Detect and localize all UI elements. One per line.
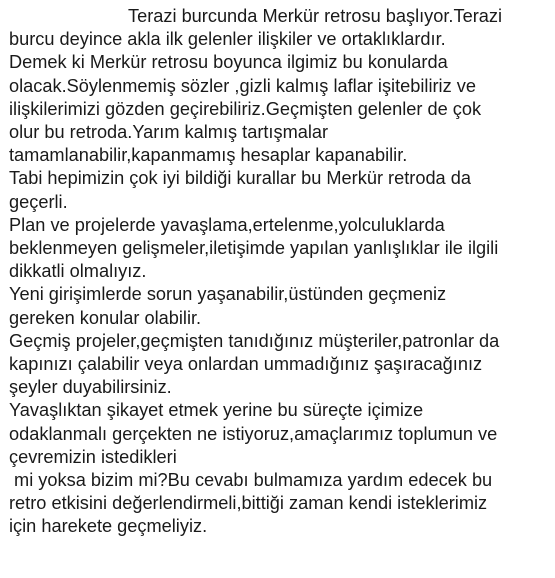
text-line: tamamlanabilir,kapanmamış hesaplar kapanabilir. bbox=[9, 145, 408, 166]
text-line: Yavaşlıktan şikayet etmek yerine bu süreçte içimize bbox=[9, 400, 424, 421]
text-line: odaklanmalı gerçekten ne istiyoruz,amaçlarımız toplumun ve bbox=[9, 423, 498, 444]
text-line: beklenmeyen gelişmeler,iletişimde yapılan yanlışlıklar ile ilgili bbox=[9, 238, 499, 259]
text-line: Plan ve projelerde yavaşlama,ertelenme,yolculuklarda bbox=[9, 214, 445, 235]
text-line: ilişkilerimizi gözden geçirebiliriz.Geçmişten gelenler de çok bbox=[9, 98, 482, 119]
article-text bbox=[9, 5, 549, 539]
text-line: çevremizin istedikleri bbox=[9, 446, 177, 467]
text-line: geçerli. bbox=[9, 191, 68, 212]
text-line: Geçmiş projeler,geçmişten tanıdığınız müşteriler,patronlar da bbox=[9, 330, 500, 351]
text-line: Tabi hepimizin çok iyi bildiği kurallar bu Merkür retroda da bbox=[9, 168, 471, 189]
text-line: mi yoksa bizim mi?Bu cevabı bulmamıza yardım edecek bu bbox=[9, 470, 493, 491]
text-line: Yeni girişimlerde sorun yaşanabilir,üstünden geçmeniz bbox=[9, 284, 447, 305]
text-line: Demek ki Merkür retrosu boyunca ilgimiz bu konularda bbox=[9, 52, 448, 73]
text-line: gereken konular olabilir. bbox=[9, 307, 202, 328]
text-line: kapınızı çalabilir veya onlardan ummadığınız şaşıracağınız bbox=[9, 354, 483, 375]
text-line: burcu deyince akla ilk gelenler ilişkiler ve ortaklıklardır. bbox=[9, 29, 446, 50]
text-line: olacak.Söylenmemiş sözler ,gizli kalmış laflar işitebiliriz ve bbox=[9, 75, 476, 96]
text-line: dikkatli olmalıyız. bbox=[9, 261, 147, 282]
text-line: olur bu retroda.Yarım kalmış tartışmalar bbox=[9, 122, 329, 143]
text-line: için harekete geçmeliyiz. bbox=[9, 516, 208, 537]
text-line: şeyler duyabilirsiniz. bbox=[9, 377, 172, 398]
text-line: retro etkisini değerlendirmeli,bittiği zaman kendi isteklerimiz bbox=[9, 493, 488, 514]
text-line: Terazi burcunda Merkür retrosu başlıyor.Terazi bbox=[128, 6, 503, 26]
